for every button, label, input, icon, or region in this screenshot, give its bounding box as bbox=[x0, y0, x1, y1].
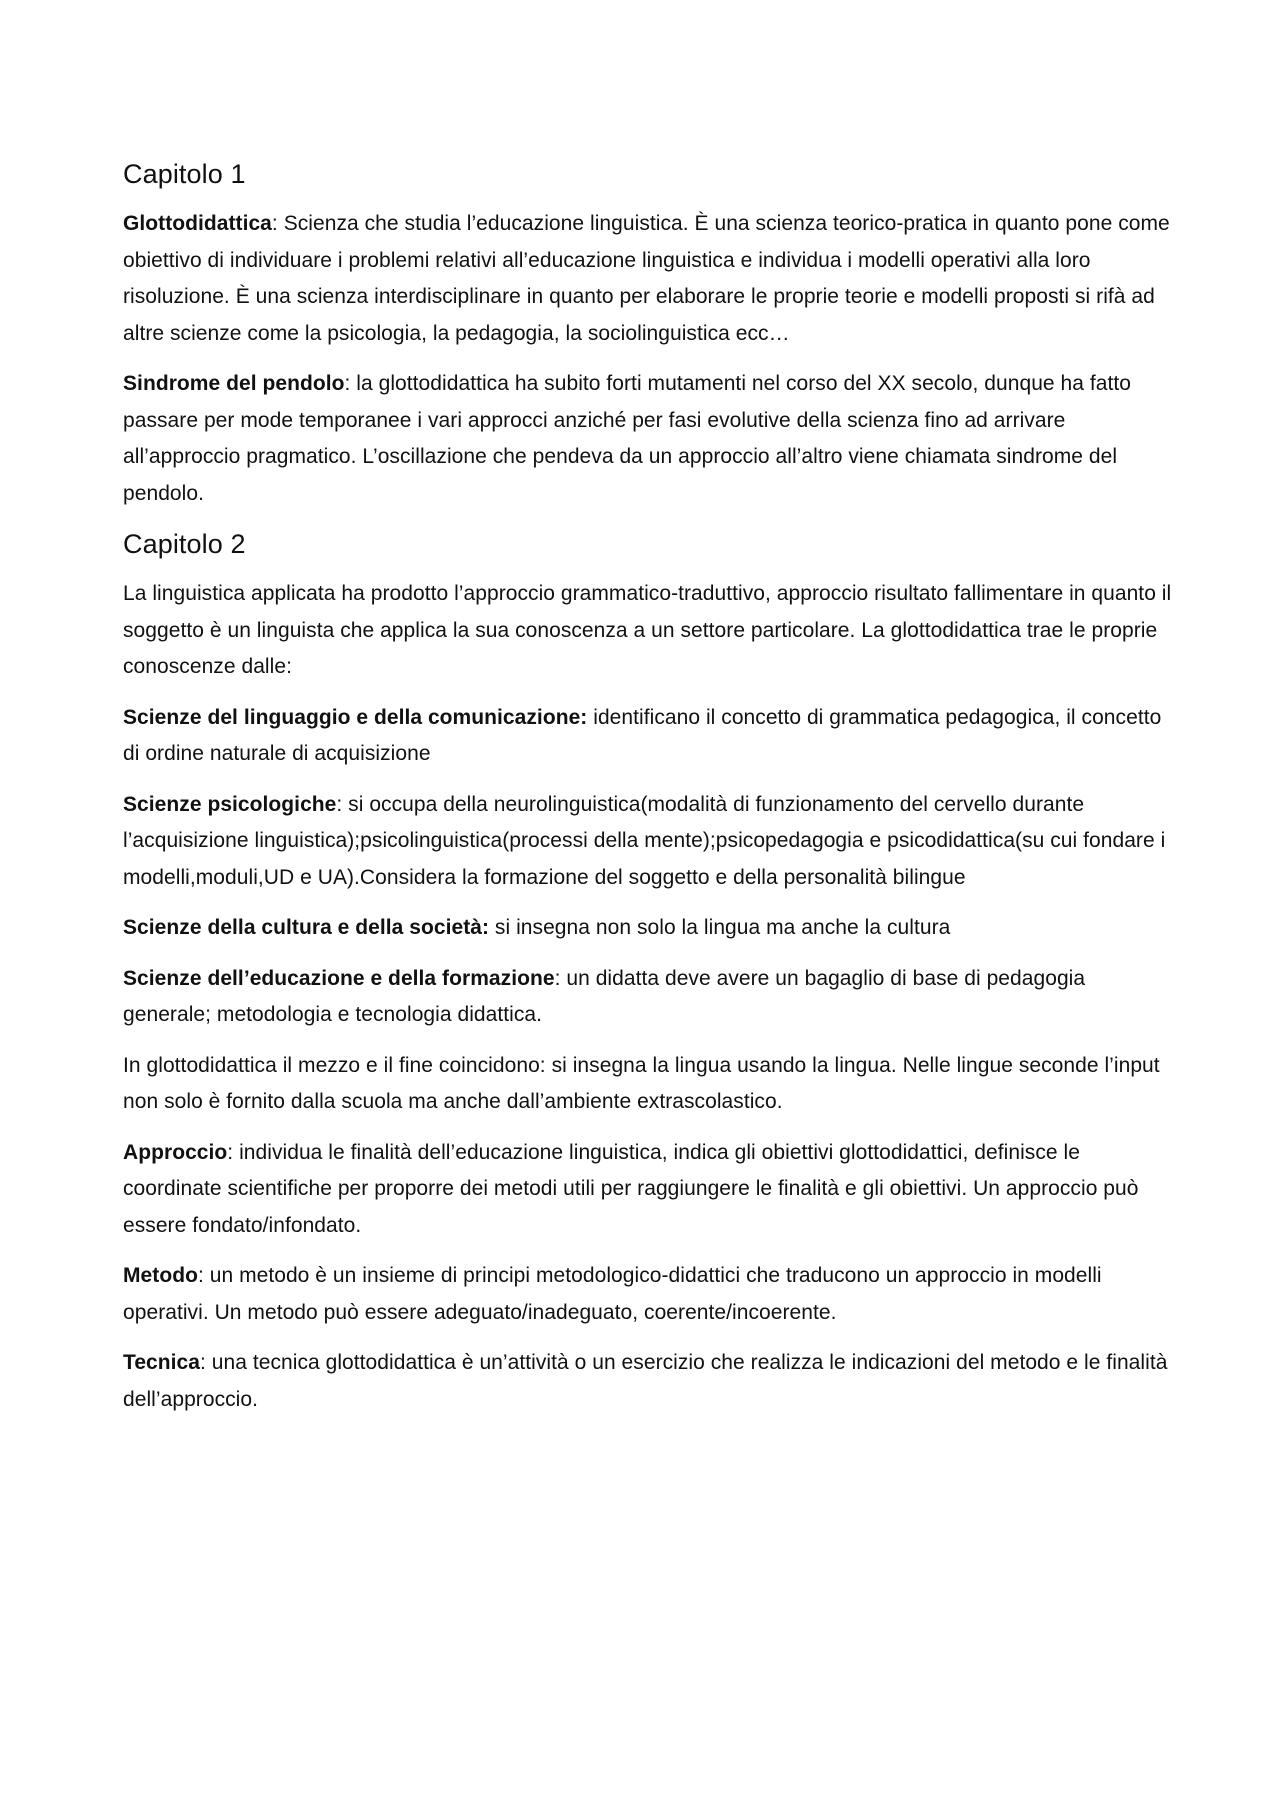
paragraph-sindrome-del-pendolo bbox=[123, 366, 1172, 512]
definition-approccio: : individua le finalità dell’educazione linguistica, indica gli obiettivi glottodidattici, definisce le coordinate scientifiche per proporre dei metodi utili per raggiungere le finalità e gli obiettivi. Un approccio può essere fondato/infondato. bbox=[123, 1140, 1139, 1237]
term-sindrome-del-pendolo: Sindrome del pendolo bbox=[123, 372, 345, 395]
definition-scienze-linguaggio: identificano il concetto di grammatica pedagogica, il concetto di ordine naturale di acquisizione bbox=[123, 705, 1162, 765]
paragraph-mezzo-e-fine: In glottodidattica il mezzo e il fine coincidono: si insegna la lingua usando la lingua. Nelle lingue seconde l’input non solo è fornito dalla scuola ma anche dall’ambiente extrascolastico. bbox=[123, 1053, 1160, 1113]
chapter-2-heading: Capitolo 2 bbox=[123, 529, 246, 559]
definition-metodo: : un metodo è un insieme di principi metodologico-didattici che traducono un approccio in modelli operativi. Un metodo può essere adeguato/inadeguato, coerente/incoerente. bbox=[123, 1264, 1102, 1324]
paragraph-scienze-educazione bbox=[123, 961, 1172, 1034]
definition-scienze-cultura: si insegna non solo la lingua ma anche la cultura bbox=[489, 916, 951, 939]
paragraph-intro-chapter-2: La linguistica applicata ha prodotto l’approccio grammatico-traduttivo, approccio risultato fallimentare in quanto il soggetto è un linguista che applica la sua conoscenza a un settore particolare. La glottodidattica trae le proprie conoscenze dalle: bbox=[123, 582, 1172, 678]
term-scienze-educazione: Scienze dell’educazione e della formazione bbox=[123, 966, 555, 990]
definition-sindrome-del-pendolo: : la glottodidattica ha subito forti mutamenti nel corso del XX secolo, dunque ha fatto passare per mode temporanee i vari approcci anziché per fasi evolutive della scienza fino ad arrivare all’approccio pragmatico. L’oscillazione che pendeva da un approccio all’altro viene chiamata sindrome del pendolo. bbox=[123, 372, 1132, 505]
term-tecnica: Tecnica bbox=[123, 1351, 200, 1374]
term-scienze-psicologiche: Scienze psicologiche bbox=[123, 792, 337, 816]
definition-glottodidattica: : Scienza che studia l’educazione linguistica. È una scienza teorico-pratica in quanto pone come obiettivo di individuare i problemi relativi all’educazione linguistica e individua i modelli operativi alla loro risoluzione. È una scienza interdisciplinare in quanto per elaborare le proprie teorie e modelli proposti si rifà ad altre scienze come la psicologia, la pedagogia, la sociolinguistica ecc… bbox=[123, 212, 1170, 345]
paragraph-scienze-cultura bbox=[123, 910, 1172, 947]
paragraph-glottodidattica bbox=[123, 206, 1172, 352]
chapter-1-heading: Capitolo 1 bbox=[123, 159, 246, 189]
definition-tecnica: : una tecnica glottodidattica è un’attività o un esercizio che realizza le indicazioni del metodo e le finalità dell’approccio. bbox=[123, 1351, 1168, 1411]
paragraph-approccio bbox=[123, 1135, 1172, 1245]
term-metodo: Metodo bbox=[123, 1264, 198, 1287]
term-glottodidattica: Glottodidattica bbox=[123, 212, 272, 235]
term-scienze-cultura: Scienze della cultura e della società: bbox=[123, 916, 490, 939]
term-scienze-linguaggio: Scienze del linguaggio e della comunicazione: bbox=[123, 705, 588, 729]
paragraph-tecnica bbox=[123, 1345, 1172, 1418]
definition-scienze-educazione: : un didatta deve avere un bagaglio di base di pedagogia generale; metodologia e tecnologia didattica. bbox=[123, 966, 1086, 1026]
paragraph-metodo bbox=[123, 1258, 1172, 1331]
paragraph-scienze-linguaggio bbox=[123, 700, 1172, 773]
term-approccio: Approccio bbox=[123, 1140, 228, 1164]
definition-scienze-psicologiche: : si occupa della neurolinguistica(modalità di funzionamento del cervello durante l’acquisizione linguistica);psicolinguistica(processi della mente);psicopedagogia e psicodidattica(su cui fondare i modelli,moduli,UD e UA).Considera la formazione del soggetto e della personalità bilingue bbox=[123, 792, 1166, 889]
paragraph-scienze-psicologiche bbox=[123, 787, 1172, 897]
